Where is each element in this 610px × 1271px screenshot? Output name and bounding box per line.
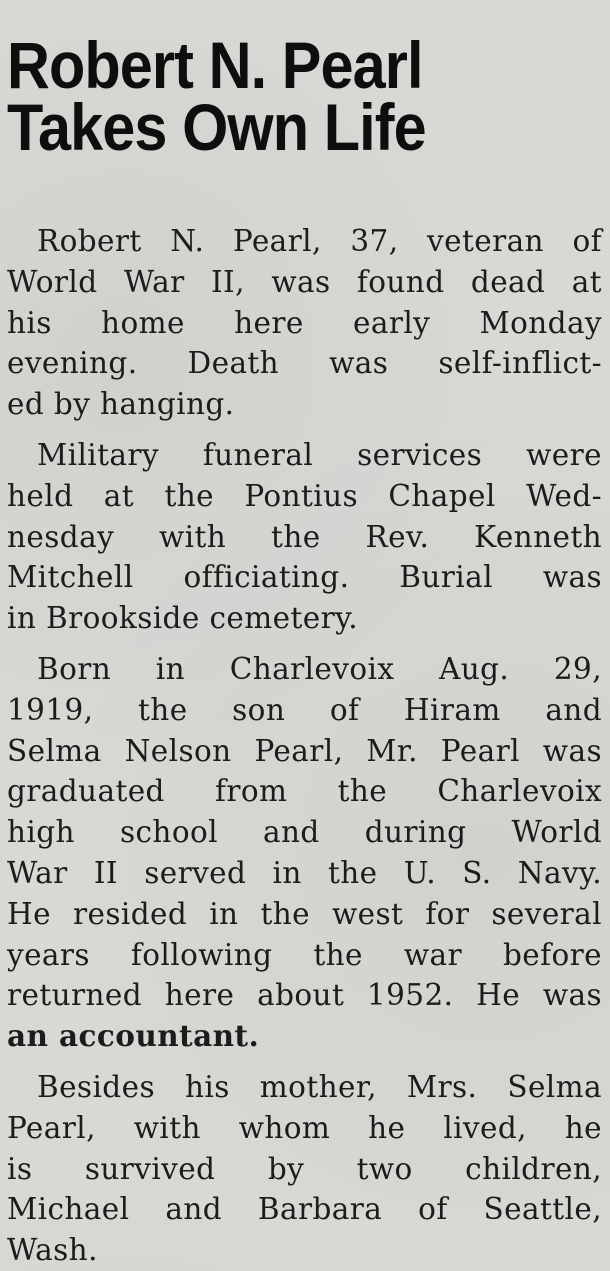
paragraph-line: Selma Nelson Pearl, Mr. Pearl was	[7, 733, 602, 768]
paragraph-line: in Brookside cemetery.	[7, 601, 359, 636]
headline-line-2: Takes Own Life	[7, 90, 426, 164]
paragraph-3	[7, 649, 602, 1057]
paragraph-line: held at the Pontius Chapel Wed-	[7, 478, 602, 513]
paragraph-line: years following the war before	[7, 937, 602, 972]
paragraph-line: Michael and Barbara of Seattle,	[7, 1192, 602, 1227]
paragraph-line: World War II, was found dead at	[7, 264, 602, 299]
paragraph-line: Wash.	[7, 1233, 98, 1268]
paragraph-line: his home here early Monday	[7, 305, 602, 340]
paragraph-line: evening. Death was self-inflict-	[7, 346, 602, 381]
paragraph-line: Born in Charlevoix Aug. 29,	[37, 651, 602, 686]
paragraph-line: Military funeral services were	[37, 437, 602, 472]
headline	[7, 28, 592, 164]
paragraph-1	[7, 221, 602, 425]
paragraph-line: He resided in the west for several	[7, 896, 602, 931]
paragraph-line: is survived by two children,	[7, 1151, 602, 1186]
paragraph-line: Pearl, with whom he lived, he	[7, 1110, 602, 1145]
paragraph-line: Mitchell officiating. Burial was	[7, 560, 602, 595]
paragraph-line: graduated from the Charlevoix	[7, 774, 602, 809]
paragraph-4	[7, 1067, 602, 1271]
paragraph-line: returned here about 1952. He was	[7, 978, 602, 1013]
article-body	[7, 221, 602, 1271]
paragraph-line: War II served in the U. S. Navy.	[7, 855, 602, 890]
paragraph-line: ed by hanging.	[7, 387, 235, 422]
paragraph-line: 1919, the son of Hiram and	[7, 692, 602, 727]
paragraph-line: Besides his mother, Mrs. Selma	[37, 1069, 602, 1104]
paragraph-2	[7, 435, 602, 639]
paragraph-line: nesday with the Rev. Kenneth	[7, 519, 602, 554]
paragraph-line: Robert N. Pearl, 37, veteran of	[37, 224, 602, 258]
paragraph-line: high school and during World	[7, 815, 602, 850]
headline-line-1: Robert N. Pearl	[7, 28, 423, 102]
paragraph-line: an accountant.	[7, 1018, 260, 1054]
